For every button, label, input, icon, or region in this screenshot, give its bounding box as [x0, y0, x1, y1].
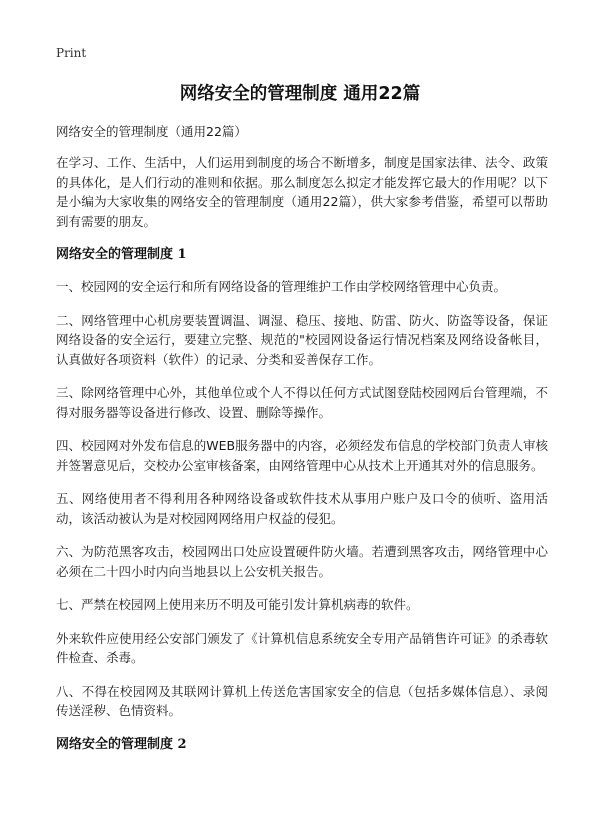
- document-body: [56, 123, 548, 767]
- section1-paragraph: 七、严禁在校园网上使用来历不明及可能引发计算机病毒的软件。: [56, 597, 419, 612]
- section1-paragraph: 二、网络管理中心机房要装置调温、调湿、稳压、接地、防雷、防火、防盗等设备，保证网络设备的安全运行，要建立完整、规范的"校园网设备运行情况档案及网络设备帐目，认真做好各项资料（软件）的记录、分类和妥善保存工作。: [56, 312, 548, 367]
- section1-paragraph: 三、除网络管理中心外，其他单位或个人不得以任何方式试图登陆校园网后台管理端，不得对服务器等设备进行修改、设置、删除等操作。: [56, 385, 548, 420]
- section1-paragraph: 四、校园网对外发布信息的WEB服务器中的内容，必须经发布信息的学校部门负责人审核并签署意见后，交校办公室审核备案，由网络管理中心从技术上开通其对外的信息服务。: [56, 438, 548, 473]
- section1-paragraph: 五、网络使用者不得利用各种网络设备或软件技术从事用户账户及口令的侦听、盗用活动，该活动被认为是对校园网网络用户权益的侵犯。: [56, 491, 548, 526]
- section1-paragraph: 外来软件应使用经公安部门颁发了《计算机信息系统安全专用产品销售许可证》的杀毒软件检查、杀毒。: [56, 630, 548, 665]
- page-title: 网络安全的管理制度 通用22篇: [179, 84, 421, 104]
- section1-paragraph: 八、不得在校园网及其联网计算机上传送危害国家安全的信息（包括多媒体信息）、录阅传送淫秽、色情资料。: [56, 683, 548, 718]
- section1-paragraph: 六、为防范黑客攻击，校园网出口处应设置硬件防火墙。若遭到黑客攻击，网络管理中心必须在二十四小时内向当地县以上公安机关报告。: [56, 544, 548, 579]
- print-label: Print: [56, 46, 87, 60]
- document-subtitle: 网络安全的管理制度（通用22篇）: [56, 124, 247, 139]
- section-heading-1: 网络安全的管理制度 1: [56, 247, 187, 262]
- section-heading-2: 网络安全的管理制度 2: [56, 736, 187, 752]
- section1-paragraph: 一、校园网的安全运行和所有网络设备的管理维护工作由学校网络管理中心负责。: [56, 279, 507, 294]
- intro-paragraph: 在学习、工作、生活中，人们运用到制度的场合不断增多，制度是国家法律、法令、政策的具体化，是人们行动的准则和依据。那么制度怎么拟定才能发挥它最大的作用呢？以下是小编为大家收集的网络安全的管理制度（通用22篇），供大家参考借鉴，希望可以帮助到有需要的朋友。: [56, 155, 548, 229]
